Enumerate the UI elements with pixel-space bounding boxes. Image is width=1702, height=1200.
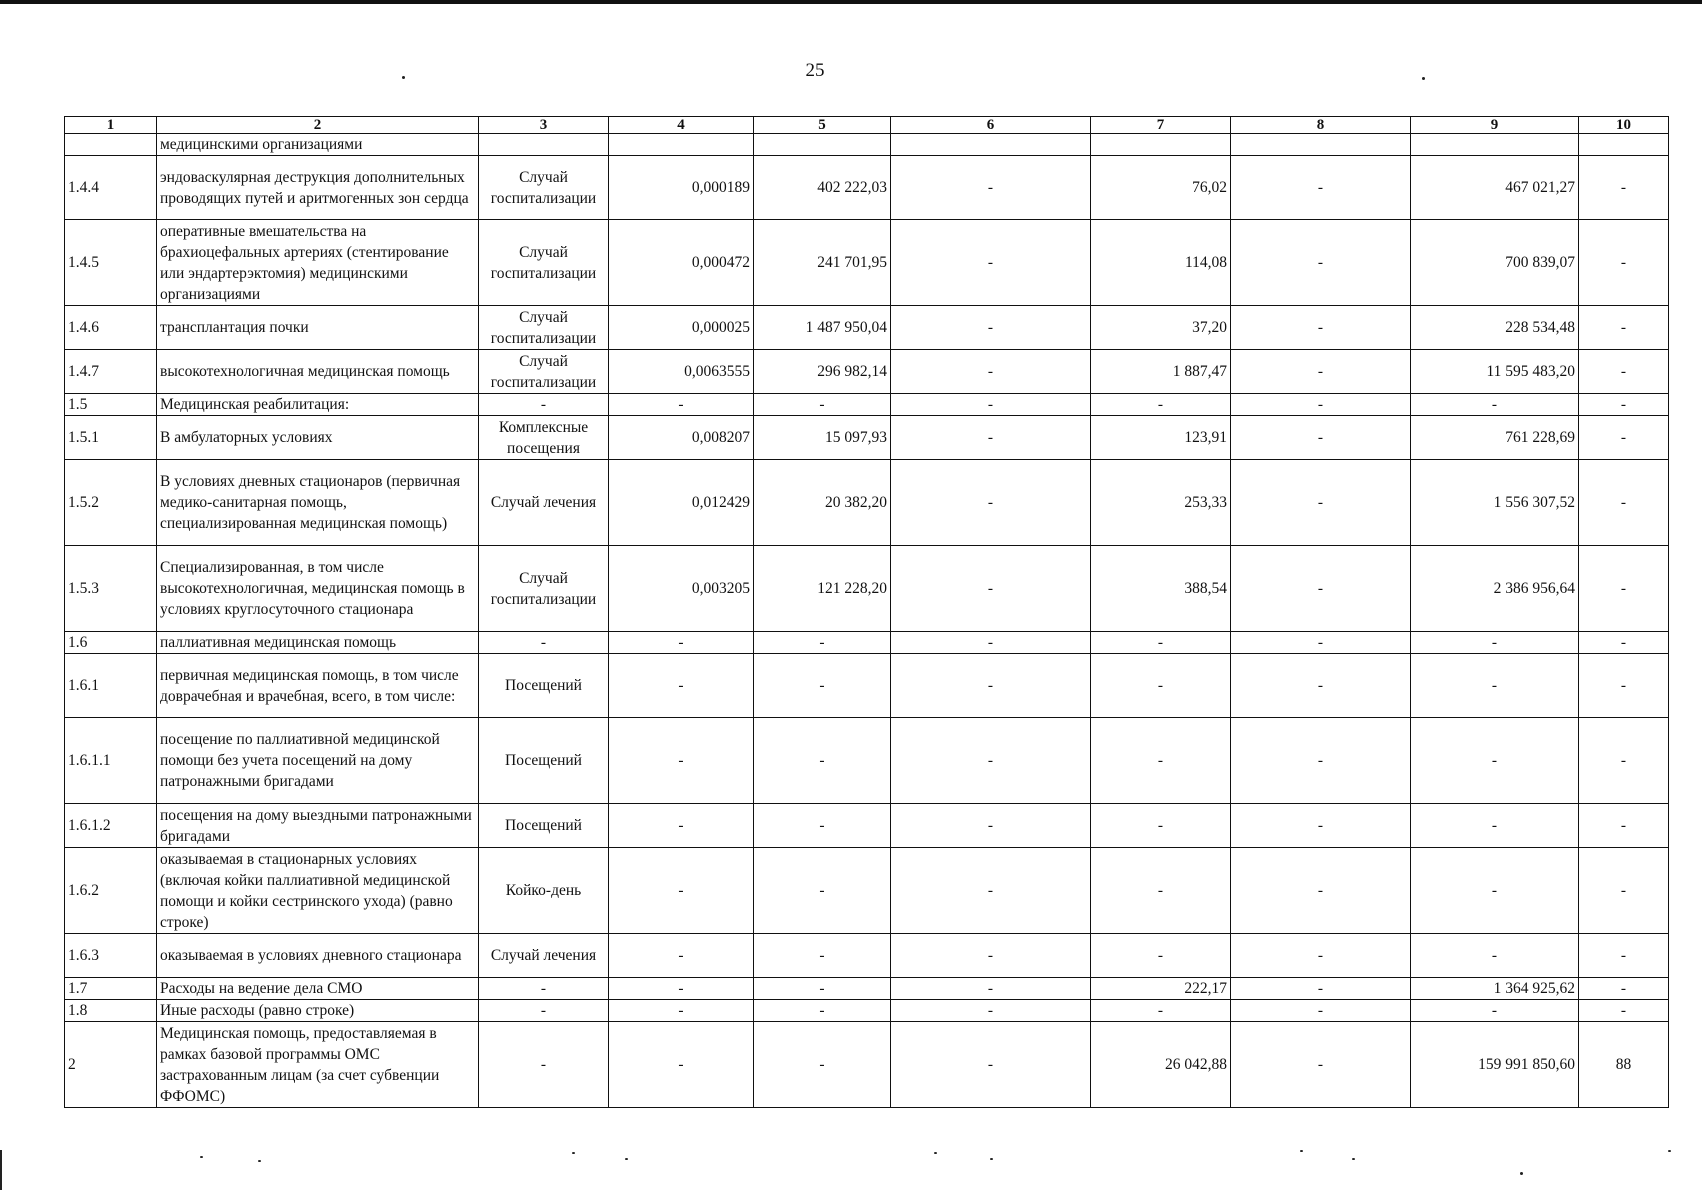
col9-value: - xyxy=(1411,718,1579,804)
row-unit: Случай госпитализации xyxy=(479,220,609,306)
col8-value: - xyxy=(1231,718,1411,804)
col10-value: - xyxy=(1579,654,1669,718)
col9-value: - xyxy=(1411,934,1579,978)
col6-value: - xyxy=(891,350,1091,394)
col4-value: - xyxy=(609,804,754,848)
row-name: оказываемая в условиях дневного стационара xyxy=(157,934,479,978)
row-number: 1.4.6 xyxy=(65,306,157,350)
col6-value: - xyxy=(891,654,1091,718)
column-header: 10 xyxy=(1579,117,1669,134)
col8-value: - xyxy=(1231,350,1411,394)
col10-value: - xyxy=(1579,156,1669,220)
col9-value: - xyxy=(1411,394,1579,416)
col10-value: - xyxy=(1579,546,1669,632)
table-row xyxy=(65,220,1669,306)
header-row xyxy=(65,117,1669,134)
row-name: посещение по паллиативной медицинской помощи без учета посещений на дому патронажными бригадами xyxy=(157,718,479,804)
table-row xyxy=(65,1022,1669,1108)
col10-value: - xyxy=(1579,306,1669,350)
row-number: 1.6 xyxy=(65,632,157,654)
col8-value xyxy=(1231,134,1411,156)
row-name: Расходы на ведение дела СМО xyxy=(157,978,479,1000)
col9-value: - xyxy=(1411,804,1579,848)
col9-value: 159 991 850,60 xyxy=(1411,1022,1579,1108)
table-row xyxy=(65,546,1669,632)
row-number: 1.4.4 xyxy=(65,156,157,220)
col9-value: - xyxy=(1411,1000,1579,1022)
col7-value: 114,08 xyxy=(1091,220,1231,306)
col7-value: - xyxy=(1091,718,1231,804)
row-unit: - xyxy=(479,394,609,416)
row-number: 1.7 xyxy=(65,978,157,1000)
col7-value: - xyxy=(1091,934,1231,978)
col10-value: - xyxy=(1579,350,1669,394)
col5-value: - xyxy=(754,632,891,654)
col6-value: - xyxy=(891,934,1091,978)
row-number: 1.6.1 xyxy=(65,654,157,718)
table-row xyxy=(65,978,1669,1000)
col4-value: 0,012429 xyxy=(609,460,754,546)
row-number: 1.4.5 xyxy=(65,220,157,306)
col8-value: - xyxy=(1231,848,1411,934)
col6-value: - xyxy=(891,546,1091,632)
col6-value xyxy=(891,134,1091,156)
row-name: Специализированная, в том числе высокотехнологичная, медицинская помощь в условиях круглосуточного стационара xyxy=(157,546,479,632)
row-unit: Койко-день xyxy=(479,848,609,934)
row-unit xyxy=(479,134,609,156)
col5-value: - xyxy=(754,934,891,978)
scan-speck xyxy=(258,1160,261,1162)
table-row xyxy=(65,306,1669,350)
col7-value: 123,91 xyxy=(1091,416,1231,460)
col10-value: - xyxy=(1579,416,1669,460)
col5-value: - xyxy=(754,848,891,934)
table-row xyxy=(65,632,1669,654)
col10-value: - xyxy=(1579,804,1669,848)
table-row xyxy=(65,350,1669,394)
row-name: эндоваскулярная деструкция дополнительных проводящих путей и аритмогенных зон сердца xyxy=(157,156,479,220)
col7-value: 26 042,88 xyxy=(1091,1022,1231,1108)
row-unit: Случай госпитализации xyxy=(479,306,609,350)
col8-value: - xyxy=(1231,1000,1411,1022)
col6-value: - xyxy=(891,460,1091,546)
table-row xyxy=(65,156,1669,220)
col6-value: - xyxy=(891,848,1091,934)
col7-value: 76,02 xyxy=(1091,156,1231,220)
column-header: 3 xyxy=(479,117,609,134)
col4-value: - xyxy=(609,1022,754,1108)
col9-value xyxy=(1411,134,1579,156)
row-number: 1.6.3 xyxy=(65,934,157,978)
table-row xyxy=(65,1000,1669,1022)
table-row xyxy=(65,134,1669,156)
col9-value: - xyxy=(1411,848,1579,934)
scan-speck xyxy=(1422,77,1425,80)
col5-value: 296 982,14 xyxy=(754,350,891,394)
col5-value: - xyxy=(754,1022,891,1108)
scan-speck xyxy=(402,76,405,79)
row-name: Иные расходы (равно строке) xyxy=(157,1000,479,1022)
col7-value: - xyxy=(1091,1000,1231,1022)
column-header: 9 xyxy=(1411,117,1579,134)
col4-value: - xyxy=(609,632,754,654)
table-row xyxy=(65,718,1669,804)
col7-value: - xyxy=(1091,654,1231,718)
col6-value: - xyxy=(891,394,1091,416)
table-row xyxy=(65,804,1669,848)
col8-value: - xyxy=(1231,934,1411,978)
column-header: 4 xyxy=(609,117,754,134)
col10-value: 88 xyxy=(1579,1022,1669,1108)
row-number: 1.5.2 xyxy=(65,460,157,546)
col6-value: - xyxy=(891,978,1091,1000)
col4-value: 0,008207 xyxy=(609,416,754,460)
row-name: посещения на дому выездными патронажными бригадами xyxy=(157,804,479,848)
row-number: 1.6.1.2 xyxy=(65,804,157,848)
col7-value: 222,17 xyxy=(1091,978,1231,1000)
col4-value xyxy=(609,134,754,156)
row-unit: Случай госпитализации xyxy=(479,350,609,394)
col5-value: 121 228,20 xyxy=(754,546,891,632)
row-number: 1.6.1.1 xyxy=(65,718,157,804)
row-unit: - xyxy=(479,632,609,654)
col10-value: - xyxy=(1579,934,1669,978)
scan-speck xyxy=(625,1158,628,1160)
table-row xyxy=(65,934,1669,978)
row-number: 1.5.3 xyxy=(65,546,157,632)
col5-value: 20 382,20 xyxy=(754,460,891,546)
col10-value: - xyxy=(1579,460,1669,546)
col9-value: 1 556 307,52 xyxy=(1411,460,1579,546)
row-name: оперативные вмешательства на брахиоцефальных артериях (стентирование или эндартерэктомия) медицинскими организациями xyxy=(157,220,479,306)
col9-value: 11 595 483,20 xyxy=(1411,350,1579,394)
column-header: 7 xyxy=(1091,117,1231,134)
col8-value: - xyxy=(1231,1022,1411,1108)
row-name: паллиативная медицинская помощь xyxy=(157,632,479,654)
col4-value: - xyxy=(609,934,754,978)
col4-value: 0,000025 xyxy=(609,306,754,350)
col10-value: - xyxy=(1579,718,1669,804)
row-unit: Случай госпитализации xyxy=(479,156,609,220)
col7-value: - xyxy=(1091,804,1231,848)
scan-speck xyxy=(1352,1158,1355,1160)
row-name: первичная медицинская помощь, в том числе доврачебная и врачебная, всего, в том числе: xyxy=(157,654,479,718)
col4-value: - xyxy=(609,978,754,1000)
col6-value: - xyxy=(891,220,1091,306)
row-unit: - xyxy=(479,1000,609,1022)
scan-speck xyxy=(1668,1150,1671,1152)
col7-value: - xyxy=(1091,848,1231,934)
col5-value xyxy=(754,134,891,156)
col5-value: 241 701,95 xyxy=(754,220,891,306)
col10-value xyxy=(1579,134,1669,156)
col6-value: - xyxy=(891,306,1091,350)
col8-value: - xyxy=(1231,416,1411,460)
row-unit: Случай лечения xyxy=(479,460,609,546)
row-name: оказываемая в стационарных условиях (включая койки паллиативной медицинской помощи и койки сестринского ухода) (равно строке) xyxy=(157,848,479,934)
col6-value: - xyxy=(891,1000,1091,1022)
table-row xyxy=(65,654,1669,718)
table-row xyxy=(65,460,1669,546)
col6-value: - xyxy=(891,416,1091,460)
col4-value: 0,0063555 xyxy=(609,350,754,394)
col4-value: 0,000472 xyxy=(609,220,754,306)
col9-value: 761 228,69 xyxy=(1411,416,1579,460)
column-header: 2 xyxy=(157,117,479,134)
row-unit: Комплексные посещения xyxy=(479,416,609,460)
col6-value: - xyxy=(891,632,1091,654)
col9-value: - xyxy=(1411,632,1579,654)
row-number: 1.5.1 xyxy=(65,416,157,460)
col10-value: - xyxy=(1579,978,1669,1000)
col6-value: - xyxy=(891,718,1091,804)
col5-value: - xyxy=(754,718,891,804)
scan-speck xyxy=(200,1156,203,1158)
column-header: 6 xyxy=(891,117,1091,134)
col7-value: 37,20 xyxy=(1091,306,1231,350)
col4-value: - xyxy=(609,718,754,804)
col4-value: 0,000189 xyxy=(609,156,754,220)
row-number: 1.5 xyxy=(65,394,157,416)
row-name: В амбулаторных условиях xyxy=(157,416,479,460)
col6-value: - xyxy=(891,804,1091,848)
col9-value: 700 839,07 xyxy=(1411,220,1579,306)
col10-value: - xyxy=(1579,1000,1669,1022)
row-unit: - xyxy=(479,1022,609,1108)
col8-value: - xyxy=(1231,654,1411,718)
row-number: 2 xyxy=(65,1022,157,1108)
col9-value: 2 386 956,64 xyxy=(1411,546,1579,632)
col8-value: - xyxy=(1231,306,1411,350)
col9-value: 1 364 925,62 xyxy=(1411,978,1579,1000)
col5-value: 1 487 950,04 xyxy=(754,306,891,350)
col10-value: - xyxy=(1579,394,1669,416)
col7-value: - xyxy=(1091,394,1231,416)
page-number: 25 xyxy=(805,60,825,81)
col8-value: - xyxy=(1231,546,1411,632)
financial-table xyxy=(64,116,1669,1108)
table-row xyxy=(65,394,1669,416)
col5-value: - xyxy=(754,654,891,718)
col5-value: - xyxy=(754,804,891,848)
scan-speck xyxy=(990,1158,993,1160)
row-number xyxy=(65,134,157,156)
row-unit: Посещений xyxy=(479,718,609,804)
col5-value: 402 222,03 xyxy=(754,156,891,220)
scan-speck xyxy=(0,1150,2,1190)
col8-value: - xyxy=(1231,978,1411,1000)
row-unit: - xyxy=(479,978,609,1000)
col10-value: - xyxy=(1579,848,1669,934)
col4-value: - xyxy=(609,394,754,416)
col4-value: 0,003205 xyxy=(609,546,754,632)
row-number: 1.4.7 xyxy=(65,350,157,394)
scan-speck xyxy=(1300,1150,1303,1152)
row-name: высокотехнологичная медицинская помощь xyxy=(157,350,479,394)
scan-speck xyxy=(572,1152,575,1154)
column-header: 1 xyxy=(65,117,157,134)
row-unit: Случай госпитализации xyxy=(479,546,609,632)
row-number: 1.8 xyxy=(65,1000,157,1022)
row-unit: Посещений xyxy=(479,804,609,848)
col9-value: - xyxy=(1411,654,1579,718)
scan-speck xyxy=(934,1152,937,1154)
col8-value: - xyxy=(1231,156,1411,220)
row-number: 1.6.2 xyxy=(65,848,157,934)
row-name: Медицинская помощь, предоставляемая в рамках базовой программы ОМС застрахованным лицам (за счет субвенции ФФОМС) xyxy=(157,1022,479,1108)
row-name: В условиях дневных стационаров (первичная медико-санитарная помощь, специализированная медицинская помощь) xyxy=(157,460,479,546)
col4-value: - xyxy=(609,654,754,718)
row-name: Медицинская реабилитация: xyxy=(157,394,479,416)
col10-value: - xyxy=(1579,632,1669,654)
col8-value: - xyxy=(1231,632,1411,654)
col5-value: - xyxy=(754,394,891,416)
row-name: трансплантация почки xyxy=(157,306,479,350)
col5-value: - xyxy=(754,978,891,1000)
col6-value: - xyxy=(891,156,1091,220)
col7-value: - xyxy=(1091,632,1231,654)
col9-value: 467 021,27 xyxy=(1411,156,1579,220)
table-row xyxy=(65,416,1669,460)
col4-value: - xyxy=(609,848,754,934)
col10-value: - xyxy=(1579,220,1669,306)
col9-value: 228 534,48 xyxy=(1411,306,1579,350)
col8-value: - xyxy=(1231,220,1411,306)
table-header xyxy=(65,117,1669,134)
column-header: 5 xyxy=(754,117,891,134)
table-body xyxy=(65,134,1669,1108)
col5-value: - xyxy=(754,1000,891,1022)
column-header: 8 xyxy=(1231,117,1411,134)
row-name: медицинскими организациями xyxy=(157,134,479,156)
col7-value: 253,33 xyxy=(1091,460,1231,546)
col8-value: - xyxy=(1231,804,1411,848)
scan-speck xyxy=(1520,1172,1523,1175)
scan-top-edge xyxy=(0,0,1702,4)
col7-value xyxy=(1091,134,1231,156)
col4-value: - xyxy=(609,1000,754,1022)
col6-value: - xyxy=(891,1022,1091,1108)
col8-value: - xyxy=(1231,394,1411,416)
row-unit: Посещений xyxy=(479,654,609,718)
row-unit: Случай лечения xyxy=(479,934,609,978)
col5-value: 15 097,93 xyxy=(754,416,891,460)
col7-value: 1 887,47 xyxy=(1091,350,1231,394)
table-row xyxy=(65,848,1669,934)
col8-value: - xyxy=(1231,460,1411,546)
col7-value: 388,54 xyxy=(1091,546,1231,632)
